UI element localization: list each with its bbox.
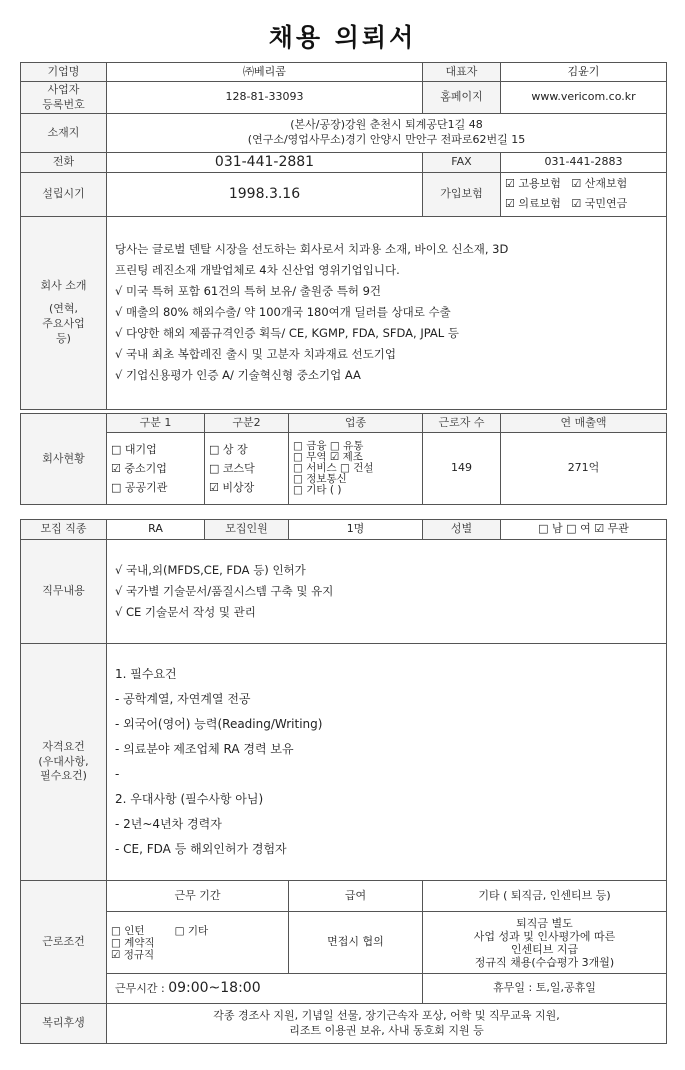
period-other: □ 기타 [174, 924, 209, 937]
qualification-label: 자격요건 (우대사항, 필수요건) [21, 644, 107, 881]
job-info-table [20, 519, 667, 1044]
period-regular: ☑ 정규직 [111, 948, 155, 961]
status-header-industry: 업종 [289, 414, 423, 433]
pension-insurance: ☑ 국민연금 [571, 197, 628, 211]
status-header-type1: 구분 1 [107, 414, 205, 433]
phone-label: 전화 [21, 153, 107, 173]
founded-date: 1998.3.16 [107, 172, 423, 216]
address: (본사/공장)강원 춘천시 퇴계공단1길 48 (연구소/영업사무소)경기 안양시 만안구 전파로62번길 15 [107, 114, 667, 153]
company-type1: □ 대기업 ☑ 중소기업 □ 공공기관 [107, 433, 205, 505]
insurance-options [501, 172, 667, 216]
company-info-table [20, 62, 667, 410]
cond-header-period: 근무 기간 [107, 881, 289, 912]
ceo-name: 김윤기 [501, 63, 667, 82]
founded-label: 설립시기 [21, 172, 107, 216]
employee-count: 149 [423, 433, 501, 505]
company-intro: 당사는 글로벌 덴탈 시장을 선도하는 회사로서 치과용 소재, 바이오 신소재, 3D 프린팅 레진소재 개발업체로 4차 신산업 영위기업입니다. √ 미국 특허 포함 61건의 특허 보유/ 출원중 특허 9건 √ 매출의 80% 해외수출/ 약 100개국 180여개 딜러를 상대로 수출 √ 다양한 해외 제품규격인증 획득/ CE, KGMP, FDA, SFDA, JPAL 등 √ 국내 최초 복합레진 출시 및 고분자 치과재료 선도기업 √ 기업신용평가 인증 A/ 기술혁신형 중소기업 AA [107, 216, 667, 409]
salary: 면접시 협의 [289, 912, 423, 974]
cond-header-salary: 급여 [289, 881, 423, 912]
company-name-label: 기업명 [21, 63, 107, 82]
address-label: 소재지 [21, 114, 107, 153]
job-count: 1명 [289, 520, 423, 540]
medical-insurance: ☑ 의료보험 [505, 197, 561, 211]
welfare: 각종 경조사 지원, 기념일 선물, 장기근속자 포상, 어학 및 직무교육 지원, 리조트 이용권 보유, 사내 동호회 지원 등 [107, 1004, 667, 1044]
gender-options: □ 남 □ 여 ☑ 무관 [501, 520, 667, 540]
insurance-label: 가입보험 [423, 172, 501, 216]
conditions-label: 근로조건 [21, 881, 107, 1004]
status-header-revenue: 연 매출액 [501, 414, 667, 433]
reg-no: 128-81-33093 [107, 82, 423, 114]
page-title: 채용 의뢰서 [268, 23, 417, 52]
intro-label: 회사 소개 (연혁, 주요사업 등) [21, 216, 107, 409]
fax-label: FAX [423, 153, 501, 173]
reg-no-label: 사업자 등록번호 [21, 82, 107, 114]
welfare-label: 복리후생 [21, 1004, 107, 1044]
status-label: 회사현황 [21, 414, 107, 505]
job-duties: √ 국내,외(MFDS,CE, FDA 등) 인허가 √ 국가별 기술문서/품질시스템 구축 및 유지 √ CE 기술문서 작성 및 관리 [107, 540, 667, 644]
cond-header-etc: 기타 ( 퇴직금, 인센티브 등) [423, 881, 667, 912]
work-hours: 근무시간 : 09:00~18:00 [107, 974, 423, 1004]
holidays: 휴무일 : 토,일,공휴일 [423, 974, 667, 1004]
employment-insurance: ☑ 고용보험 [505, 177, 561, 191]
period-contract: □ 계약직 [111, 936, 155, 949]
job-count-label: 모집인원 [205, 520, 289, 540]
qualifications: 1. 필수요건 - 공학계열, 자연계열 전공 - 외국어(영어) 능력(Reading/Writing) - 의료분야 제조업체 RA 경력 보유 - 2. 우대사항 (필수사항 아님) - 2년~4년차 경력자 - CE, FDA 등 해외인허가 경험자 [107, 644, 667, 881]
industrial-insurance: ☑ 산재보험 [571, 177, 628, 191]
status-header-type2: 구분2 [205, 414, 289, 433]
fax: 031-441-2883 [501, 153, 667, 173]
phone: 031-441-2881 [107, 153, 423, 173]
company-type2: □ 상 장 □ 코스닥 ☑ 비상장 [205, 433, 289, 505]
employment-period [107, 912, 289, 974]
duty-label: 직무내용 [21, 540, 107, 644]
annual-revenue: 271억 [501, 433, 667, 505]
job-field: RA [107, 520, 205, 540]
job-field-label: 모집 직종 [21, 520, 107, 540]
company-status-table [20, 413, 667, 505]
company-industry: □ 금융 □ 유통 □ 무역 ☑ 제조 □ 서비스 □ 건설 □ 정보통신 □ 기타 ( ) [289, 433, 423, 505]
other-conditions: 퇴직금 별도 사업 성과 및 인사평가에 따른 인센티브 지급 정규직 채용(수습평가 3개월) [423, 912, 667, 974]
homepage-label: 홈페이지 [423, 82, 501, 114]
status-header-employees: 근로자 수 [423, 414, 501, 433]
ceo-label: 대표자 [423, 63, 501, 82]
period-intern: □ 인턴 [111, 924, 145, 937]
company-name: ㈜베리콤 [107, 63, 423, 82]
homepage: www.vericom.co.kr [501, 82, 667, 114]
gender-label: 성별 [423, 520, 501, 540]
